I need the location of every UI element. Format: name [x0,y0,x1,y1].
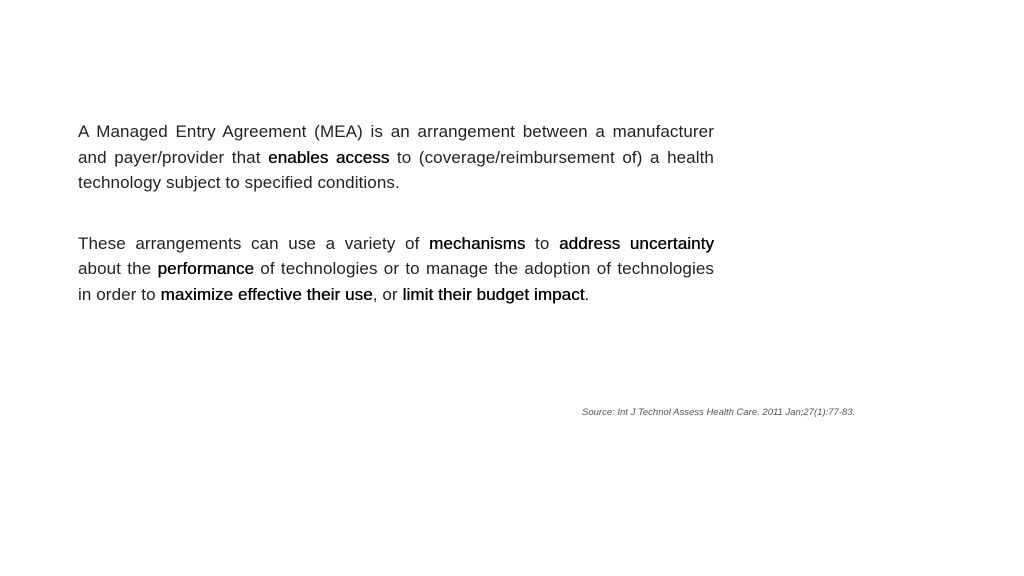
paragraph-2-text-5: , or [372,284,403,304]
highlight-maximize-effective-use: maximize effective their use [160,284,373,304]
paragraph-2-text-1: These arrangements can use a variety of [78,233,430,253]
paragraph-mea-definition [78,119,714,196]
highlight-address-uncertainty: address uncertainty [558,233,714,253]
paragraph-mechanisms [78,231,714,308]
paragraph-1-text-2: to (coverage/reimbursement of) a health technology subject to specified conditions. [78,147,714,192]
body-text [78,119,714,307]
highlight-limit-budget-impact: limit their budget impact [402,284,585,304]
paragraph-2-text-6: . [584,284,590,304]
highlight-performance: performance [157,259,255,278]
paragraph-2-text-3: about the [78,259,158,278]
paragraph-2-text-2: to [525,233,559,253]
source-citation: Source: Int J Technol Assess Health Care. 2011 Jan;27(1):77-83. [582,407,856,418]
highlight-mechanisms: mechanisms [429,233,526,253]
highlight-enables-access: enables access [268,147,390,167]
paragraph-2-text-4: of technologies or to manage the adoption of technologies in order to [78,259,714,304]
paragraph-1-text-1: A Managed Entry Agreement (MEA) is an arrangement between a manufacturer and payer/provider that [78,122,714,167]
